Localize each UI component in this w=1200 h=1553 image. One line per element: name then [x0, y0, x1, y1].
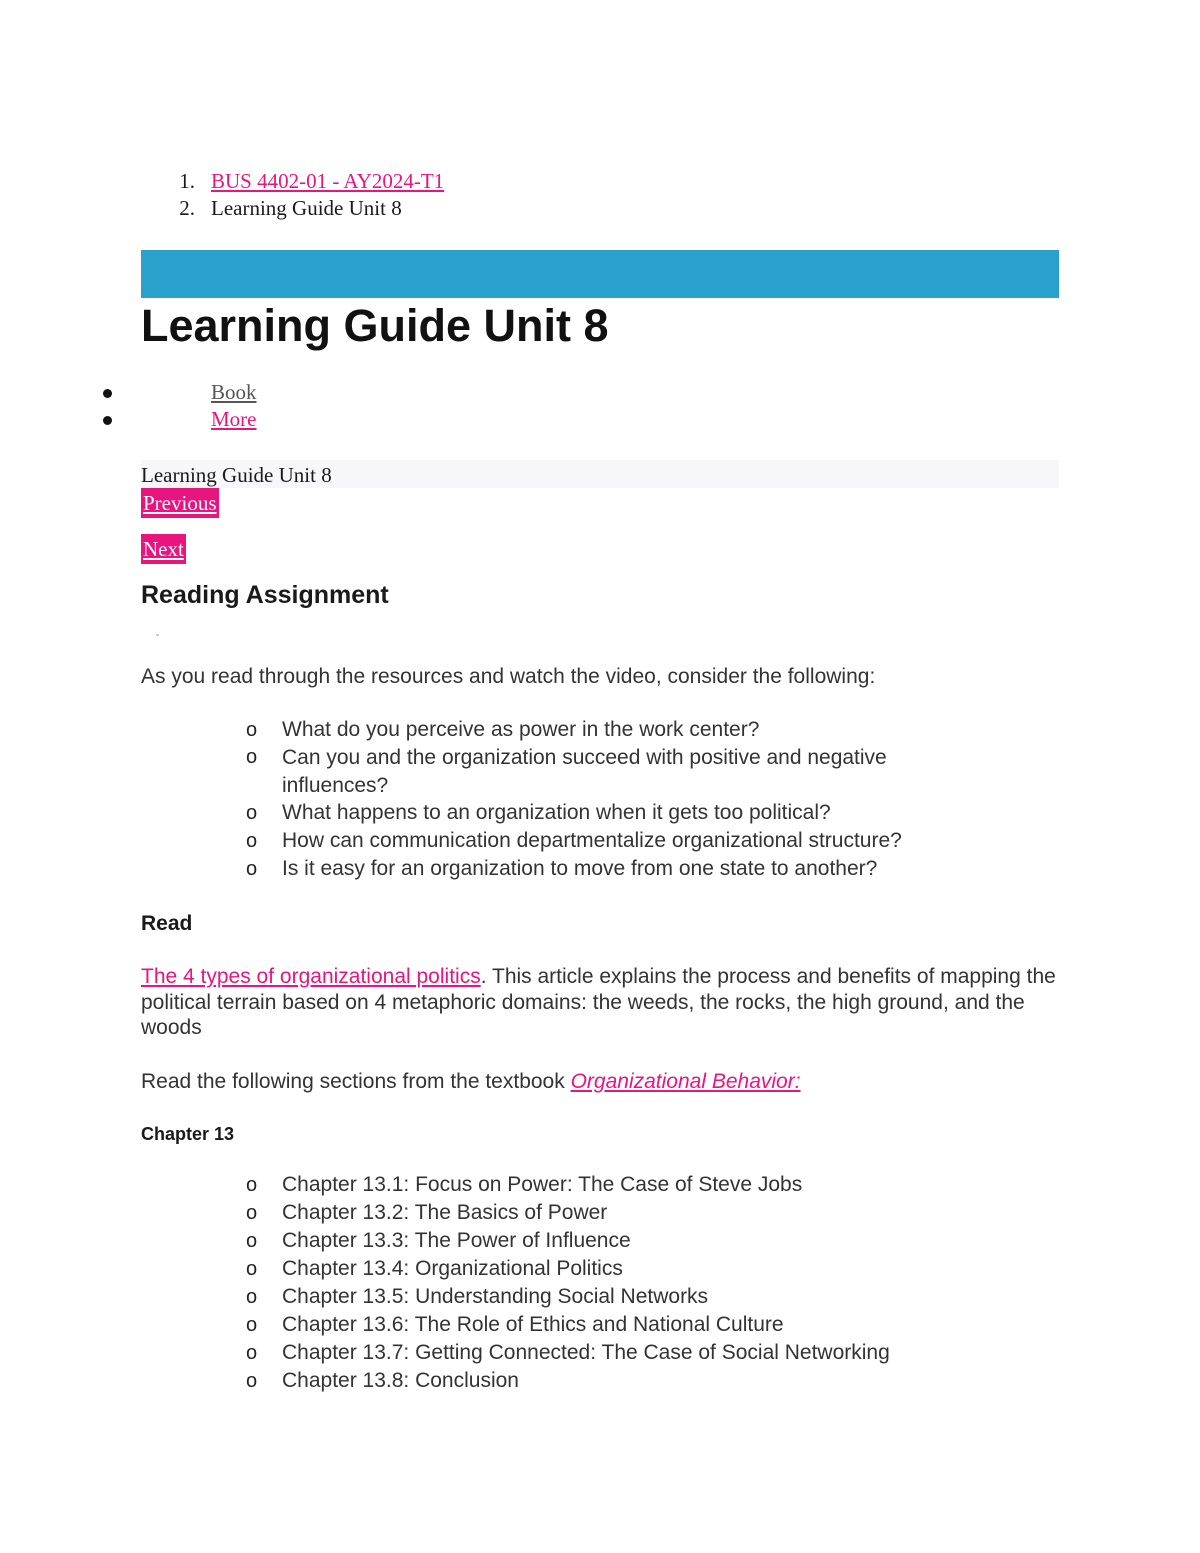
question-list [245, 716, 965, 883]
list-item: o Chapter 13.3: The Power of Influence [245, 1227, 965, 1255]
circle-bullet-icon: o [246, 1174, 258, 1196]
list-item: o Chapter 13.4: Organizational Politics [245, 1255, 965, 1283]
chapter-heading: Chapter 13 [141, 1124, 235, 1144]
breadcrumb-current-label: Learning Guide Unit 8 [211, 196, 402, 220]
textbook-link[interactable]: Organizational Behavior: [570, 1070, 801, 1093]
list-item: o What do you perceive as power in the work center? [245, 716, 965, 744]
circle-bullet-icon: o [246, 1230, 258, 1252]
breadcrumb-number: 2. [179, 196, 195, 220]
list-item: o Chapter 13.1: Focus on Power: The Case of Steve Jobs [245, 1171, 965, 1199]
divider-mark [156, 634, 159, 636]
circle-bullet-icon: o [246, 1202, 258, 1224]
textbook-paragraph [141, 1069, 801, 1095]
bullet-icon [103, 416, 112, 425]
list-item: o Chapter 13.7: Getting Connected: The Case of Social Networking [245, 1339, 965, 1367]
bullet-icon [103, 389, 112, 398]
list-item: o Chapter 13.5: Understanding Social Networks [245, 1283, 965, 1311]
more-link[interactable]: More [211, 407, 257, 431]
list-item: o How can communication departmentalize organizational structure? [245, 827, 965, 855]
book-link[interactable]: Book [211, 380, 257, 404]
guide-title: Learning Guide Unit 8 [141, 463, 332, 487]
header-banner [141, 250, 1059, 298]
breadcrumb-course-link[interactable]: BUS 4402-01 - AY2024-T1 [211, 169, 445, 193]
article-link[interactable]: The 4 types of organizational politics [141, 965, 481, 988]
circle-bullet-icon: o [246, 1286, 258, 1308]
list-item: o Chapter 13.8: Conclusion [245, 1367, 965, 1395]
circle-bullet-icon: o [246, 1342, 258, 1364]
previous-button[interactable]: Previous [141, 488, 219, 518]
article-description: . This article explains the process and benefits of mapping the political terrain based on 4 metaphoric domains: the weeds, the rocks, the high ground, and the woods [141, 965, 1056, 1039]
read-heading: Read [141, 912, 193, 935]
circle-bullet-icon: o [246, 802, 258, 824]
reading-assignment-heading: Reading Assignment [141, 581, 389, 609]
list-item: o Can you and the organization succeed with positive and negative influences? [246, 746, 887, 797]
circle-bullet-icon: o [246, 1258, 258, 1280]
list-item: o Is it easy for an organization to move from one state to another? [245, 855, 965, 883]
next-button[interactable]: Next [141, 534, 186, 564]
textbook-prefix: Read the following sections from the textbook [141, 1070, 571, 1093]
circle-bullet-icon: o [246, 858, 258, 880]
chapter-list [245, 1171, 965, 1395]
breadcrumb-number: 1. [179, 169, 195, 193]
circle-bullet-icon: o [246, 719, 258, 741]
circle-bullet-icon: o [246, 1370, 258, 1392]
list-item: o Chapter 13.2: The Basics of Power [245, 1199, 965, 1227]
list-item: o What happens to an organization when it gets too political? [245, 799, 965, 827]
circle-bullet-icon: o [246, 746, 258, 768]
intro-text: As you read through the resources and watch the video, consider the following: [141, 665, 876, 688]
circle-bullet-icon: o [246, 1314, 258, 1336]
circle-bullet-icon: o [246, 830, 258, 852]
article-paragraph [141, 964, 1061, 1041]
page-title: Learning Guide Unit 8 [141, 300, 609, 351]
list-item: o Chapter 13.6: The Role of Ethics and National Culture [245, 1311, 965, 1339]
